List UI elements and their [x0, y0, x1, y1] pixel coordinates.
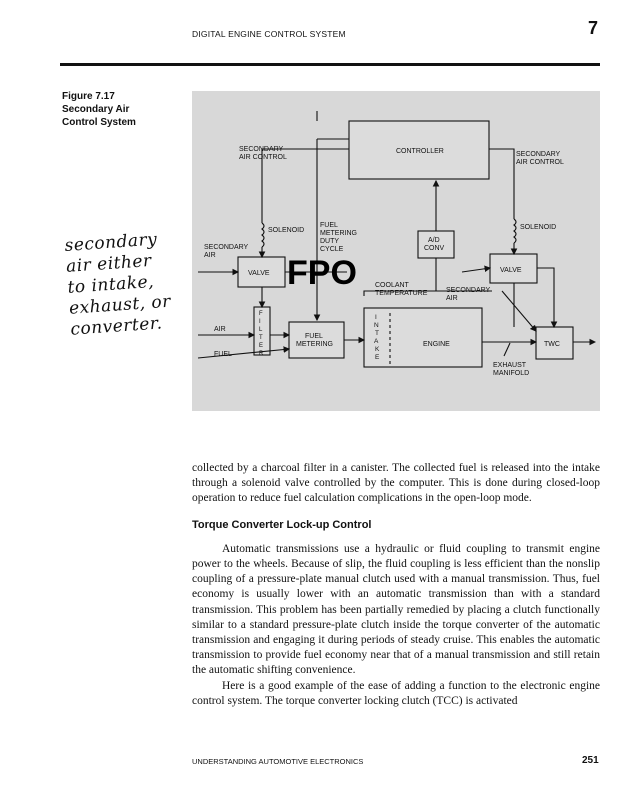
- running-footer-title: UNDERSTANDING AUTOMOTIVE ELECTRONICS: [192, 757, 364, 766]
- label-fuel-metering: FUEL METERING: [296, 333, 333, 348]
- label-secondary-air-in: SECONDARY AIR: [204, 244, 249, 259]
- label-secondary-air-control-right: SECONDARY AIR CONTROL: [516, 151, 564, 166]
- label-fuel: FUEL: [214, 351, 232, 358]
- chapter-number: 7: [588, 18, 599, 38]
- header-rule: [60, 63, 600, 66]
- label-ad-conv: A/D CONV: [424, 237, 445, 252]
- label-solenoid-left: SOLENOID: [268, 227, 305, 234]
- label-air: AIR: [214, 326, 226, 333]
- handwritten-line: converter.: [69, 313, 164, 340]
- fpo-watermark: FPO: [287, 254, 357, 292]
- label-controller: CONTROLLER: [396, 148, 444, 155]
- fuel-metering-box: [289, 322, 344, 358]
- paragraph: Here is a good example of the ease of adding a function to the electronic engine control system. The torque converter locking clutch (TCC) is activated: [192, 679, 600, 707]
- label-valve-right: VALVE: [500, 267, 522, 274]
- page-number: 251: [582, 755, 599, 766]
- handwritten-line: to intake,: [66, 271, 155, 298]
- label-solenoid-right: SOLENOID: [520, 224, 557, 231]
- label-coolant-temperature: COOLANT TEMPERATURE: [375, 282, 428, 297]
- figure-title-line1: Secondary Air: [62, 104, 130, 115]
- label-engine: ENGINE: [423, 341, 450, 348]
- secondary-air-diagram: [192, 91, 600, 411]
- label-fuel-metering-duty: FUEL METERING DUTY CYCLE: [320, 222, 357, 253]
- running-header-title: DIGITAL ENGINE CONTROL SYSTEM: [192, 29, 346, 39]
- handwritten-line: exhaust, or: [68, 291, 172, 319]
- handwritten-line: secondary: [64, 229, 158, 256]
- label-intake: I N T A K E: [374, 314, 380, 361]
- handwritten-line: air either: [65, 250, 153, 277]
- label-valve-left: VALVE: [248, 270, 270, 277]
- paragraph-continued: collected by a charcoal filter in a canister. The collected fuel is released into the intake through a solenoid valve controlled by the computer. This is done during closed-loop operation to reduce fuel calculation complications in the open-loop mode.: [192, 462, 600, 505]
- label-secondary-air-right: SECONDARY AIR: [446, 287, 491, 302]
- figure-number: Figure 7.17: [62, 91, 115, 102]
- figure-caption: [62, 90, 182, 129]
- body-text: [192, 461, 600, 709]
- figure-title-line2: Control System: [62, 117, 136, 128]
- label-twc: TWC: [544, 341, 560, 348]
- label-exhaust-manifold: EXHAUST MANIFOLD: [493, 362, 530, 377]
- paragraph: Automatic transmissions use a hydraulic or fluid coupling to transmit engine power to the wheels. Because of slip, the fluid coupling is less efficient than the nonslip coupling of a pressure-plate manual clutch used with a manual transmission. Thus, fuel economy is usually lower with an automatic transmission than with a standard transmission. This problem has been partially remedied by placing a clutch functionally similar to a standard pressure-plate clutch inside the torque converter of the automatic transmission and engaging it during periods of steady cruise. This enables the automatic transmission to provide fuel economy near that of a manual transmission and still retain the automatic shifting convenience.: [192, 542, 600, 677]
- engine-box: [364, 308, 482, 367]
- label-secondary-air-control-left: SECONDARY AIR CONTROL: [239, 146, 287, 161]
- handwritten-annotation: [64, 228, 191, 341]
- section-heading: Torque Converter Lock-up Control: [192, 518, 372, 531]
- label-filter: F I L T E R: [259, 311, 264, 357]
